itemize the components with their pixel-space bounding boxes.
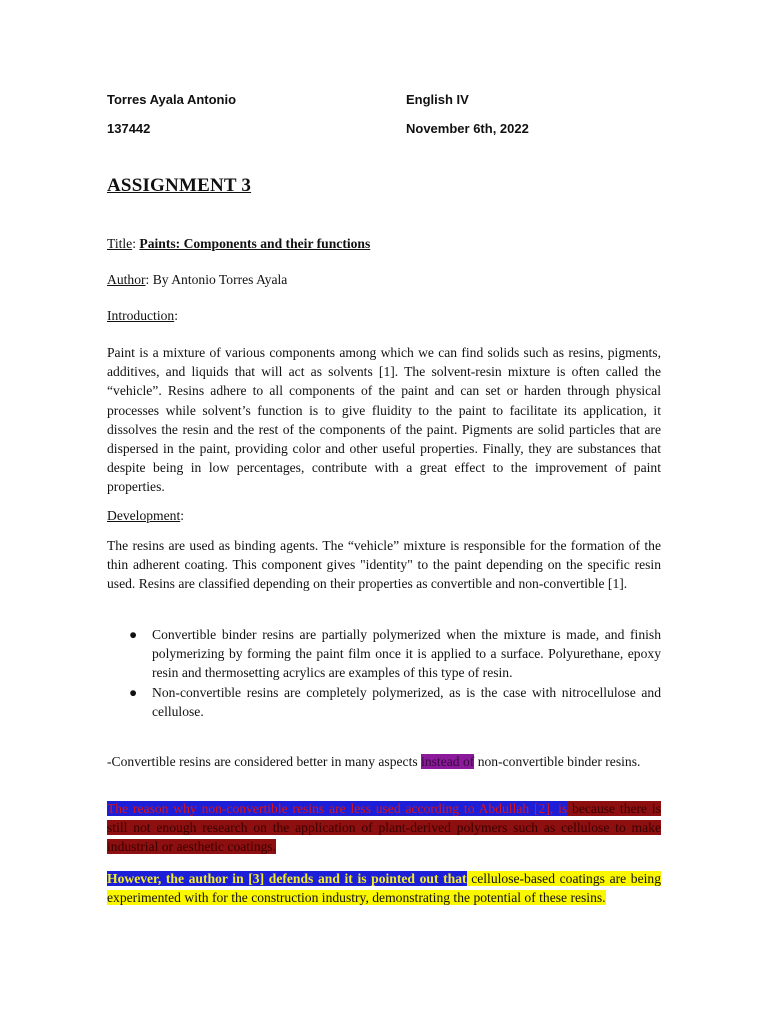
author-line: Author: By Antonio Torres Ayala xyxy=(107,272,288,287)
student-name: Torres Ayala Antonio xyxy=(107,92,237,107)
bullet-icon: ● xyxy=(129,684,138,700)
reason-rest-highlight: because there is still not enough research on the application of plant-derived polymers such as cellulose to make industrial or aesthetic coatings. xyxy=(107,801,661,855)
title-label: Title xyxy=(107,236,133,251)
bullet-icon: ● xyxy=(129,627,138,642)
author-label: Author xyxy=(107,272,146,287)
convertible-note: -Convertible resins are considered better in many aspects instead of non-convertible binder resins. xyxy=(107,754,641,769)
assignment-title: ASSIGNMENT 3 xyxy=(107,175,252,196)
course-name: English IV xyxy=(406,92,469,107)
introduction-paragraph: Paint is a mixture of various components among which we can find solids such as resins, pigments, additives, and liquids that will act as solvents [1]. The solvent-resin mixture is often called the “vehicle”. Resins adhere to all components of the paint and can set or harden through physical processes while solvent’s function is to give fluidity to the paint to facilitate its application, it dissolves the resin and the rest of the components of the paint. Pigments are solid particles that are dispersed in the paint, providing color and other useful properties. Finally, they are substances that despite being in low percentages, contribute with a great effect to the improvement of paint properties. xyxy=(107,345,661,495)
introduction-heading: Introduction: xyxy=(107,308,178,323)
reason-paragraph xyxy=(107,799,661,857)
submission-date: November 6th, 2022 xyxy=(406,121,529,136)
highlight-instead-of: instead of xyxy=(421,754,475,769)
however-rest-highlight: cellulose-based coatings are being experimented with for the construction industry, demonstrating the potential of these resins. xyxy=(107,871,662,906)
reason-lead-highlight: The reason why non-convertible resins are less used according to Abdullah [2], is xyxy=(107,801,568,816)
list-item: ● Non-convertible resins are completely polymerized, as is the case with nitrocellulose and cellulose. xyxy=(129,684,661,719)
title-line: Title: Paints: Components and their functions xyxy=(107,236,371,251)
resin-types-list xyxy=(107,625,661,721)
author-name: By Antonio Torres Ayala xyxy=(152,272,288,287)
however-paragraph xyxy=(107,869,661,907)
however-lead-highlight: However, the author in [3] defends and it is pointed out that xyxy=(107,871,467,886)
development-paragraph: The resins are used as binding agents. The “vehicle” mixture is responsible for the formation of the thin adherent coating. This component gives "identity" to the paint depending on the specific resin used. Resins are classified depending on their properties as convertible and non-convertible [1]. xyxy=(107,538,661,592)
list-item: ● Convertible binder resins are partially polymerized when the mixture is made, and finish polymerizing by forming the paint film once it is applied to a surface. Polyurethane, epoxy resin and thermosetting acrylics are examples of this type of resin. xyxy=(129,627,661,681)
paper-title: Paints: Components and their functions xyxy=(139,236,371,251)
development-heading: Development: xyxy=(107,508,185,523)
student-id: 137442 xyxy=(107,121,151,136)
